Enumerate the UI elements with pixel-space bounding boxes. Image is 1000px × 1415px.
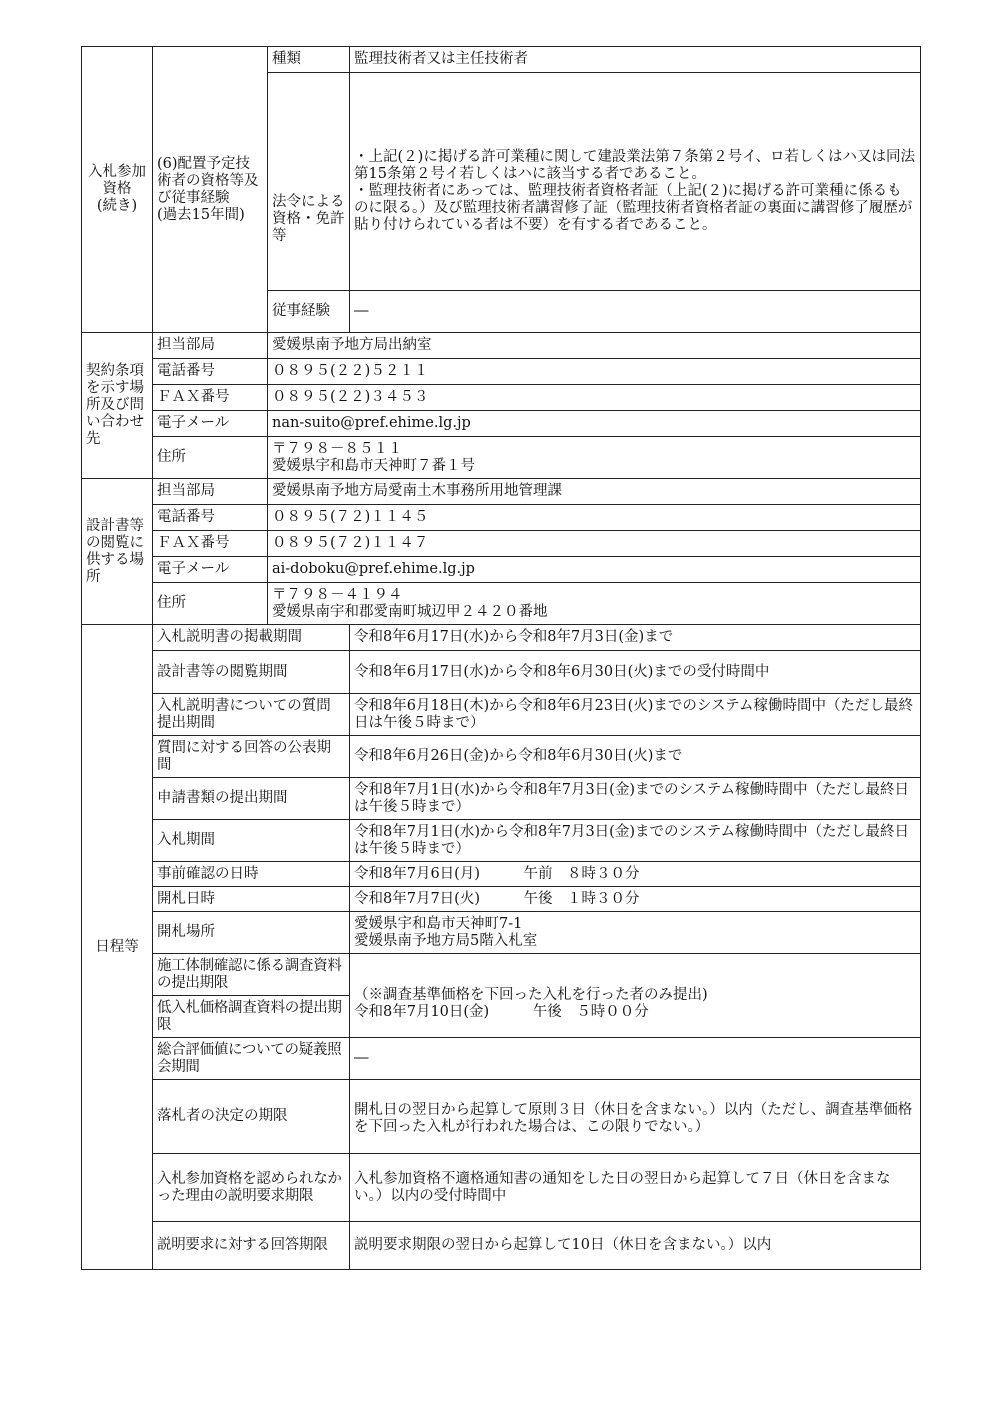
schedule-label: 入札期間 — [153, 820, 350, 862]
contact-value: 愛媛県南予地方局出納室 — [268, 333, 921, 359]
schedule-value: ― — [350, 1038, 921, 1080]
schedule-section-label: 日程等 — [82, 625, 153, 1270]
experience-label: 従事経験 — [268, 291, 350, 333]
schedule-label: 設計書等の閲覧期間 — [153, 651, 350, 694]
schedule-value: 入札参加資格不適格通知書の通知をした日の翌日から起算して７日（休日を含まない。）以内の受付時間中 — [350, 1154, 921, 1222]
schedule-value: 令和8年7月6日(月) 午前 ８時３０分 — [350, 862, 921, 887]
design-label: 担当部局 — [153, 479, 268, 505]
contact-email: nan-suito@pref.ehime.lg.jp — [268, 411, 921, 437]
design-label: 住所 — [153, 583, 268, 625]
contact-value: ０８９５(２２)５２１１ — [268, 359, 921, 385]
schedule-label: 入札説明書についての質問提出期間 — [153, 694, 350, 736]
design-email: ai-doboku@pref.ehime.lg.jp — [268, 557, 921, 583]
experience-value: ― — [350, 291, 921, 333]
schedule-value: 説明要求期限の翌日から起算して10日（休日を含まない。）以内 — [350, 1222, 921, 1270]
schedule-value: 令和8年6月17日(水)から令和8年6月30日(火)までの受付時間中 — [350, 651, 921, 694]
qualification-section-label: 入札参加 資格 (続き) — [82, 47, 153, 333]
type-label: 種類 — [268, 47, 350, 73]
design-section-label: 設計書等の閲覧に供する場所 — [82, 479, 153, 625]
contact-label: 電子メール — [153, 411, 268, 437]
schedule-value: 令和8年6月26日(金)から令和8年6月30日(火)まで — [350, 736, 921, 778]
contact-section-label: 契約条項を示す場所及び問い合わせ先 — [82, 333, 153, 479]
design-value: ０８９５(７２)１１４５ — [268, 505, 921, 531]
contact-label: 住所 — [153, 437, 268, 479]
schedule-label: 入札説明書の掲載期間 — [153, 625, 350, 651]
schedule-value: 令和8年7月1日(水)から令和8年7月3日(金)までのシステム稼働時間中（ただし最終日は午後５時まで） — [350, 778, 921, 820]
schedule-label: 総合評価値についての疑義照会期間 — [153, 1038, 350, 1080]
schedule-label: 入札参加資格を認められなかった理由の説明要求期限 — [153, 1154, 350, 1222]
design-label: ＦＡＸ番号 — [153, 531, 268, 557]
schedule-label: 申請書類の提出期間 — [153, 778, 350, 820]
schedule-label: 落札者の決定の期限 — [153, 1080, 350, 1154]
design-label: 電話番号 — [153, 505, 268, 531]
contact-label: 担当部局 — [153, 333, 268, 359]
schedule-label: 開札場所 — [153, 912, 350, 954]
tender-document-table — [81, 46, 921, 1270]
schedule-label: 低入札価格調査資料の提出期限 — [153, 996, 350, 1038]
design-value: ０８９５(７２)１１４７ — [268, 531, 921, 557]
license-value: ・上記(２)に掲げる許可業種に関して建設業法第７条第２号イ、ロ若しくはハ又は同法第15条第２号イ若しくはハに該当する者であること。 ・監理技術者にあっては、監理技術者資格者証（上記(２)に掲げる許可業種に係るものに限る。）及び監理技術者講習修了証（監理技術者資格者証の裏面に講習修了履歴が貼り付けられている者は不要）を有する者であること。 — [350, 73, 921, 291]
schedule-label: 説明要求に対する回答期限 — [153, 1222, 350, 1270]
schedule-label: 質問に対する回答の公表期間 — [153, 736, 350, 778]
schedule-value: 令和8年6月18日(木)から令和8年6月23日(火)までのシステム稼働時間中（ただし最終日は午後５時まで） — [350, 694, 921, 736]
contact-value: ０８９５(２２)３４５３ — [268, 385, 921, 411]
schedule-value: 開札日の翌日から起算して原則３日（休日を含まない。）以内（ただし、調査基準価格を下回った入札が行われた場合は、この限りでない。） — [350, 1080, 921, 1154]
license-label: 法令による資格・免許等 — [268, 73, 350, 291]
contact-label: 電話番号 — [153, 359, 268, 385]
schedule-value: 令和8年6月17日(水)から令和8年7月3日(金)まで — [350, 625, 921, 651]
schedule-value: （※調査基準価格を下回った入札を行った者のみ提出) 令和8年7月10日(金) 午後 ５時００分 — [350, 954, 921, 1038]
contact-address: 〒７９８－８５１１ 愛媛県宇和島市天神町７番１号 — [268, 437, 921, 479]
schedule-label: 施工体制確認に係る調査資料の提出期限 — [153, 954, 350, 996]
schedule-value: 令和8年7月1日(水)から令和8年7月3日(金)までのシステム稼働時間中（ただし最終日は午後５時まで） — [350, 820, 921, 862]
contact-label: ＦＡＸ番号 — [153, 385, 268, 411]
type-value: 監理技術者又は主任技術者 — [350, 47, 921, 73]
schedule-value: 愛媛県宇和島市天神町7-1 愛媛県南予地方局5階入札室 — [350, 912, 921, 954]
schedule-label: 事前確認の日時 — [153, 862, 350, 887]
design-address: 〒７９８－４１９４ 愛媛県南宇和郡愛南町城辺甲２４２０番地 — [268, 583, 921, 625]
design-value: 愛媛県南予地方局愛南土木事務所用地管理課 — [268, 479, 921, 505]
qualification-item-label: (6)配置予定技術者の資格等及び従事経験 (過去15年間) — [153, 47, 268, 333]
schedule-label: 開札日時 — [153, 887, 350, 912]
design-label: 電子メール — [153, 557, 268, 583]
schedule-value: 令和8年7月7日(火) 午後 １時３０分 — [350, 887, 921, 912]
